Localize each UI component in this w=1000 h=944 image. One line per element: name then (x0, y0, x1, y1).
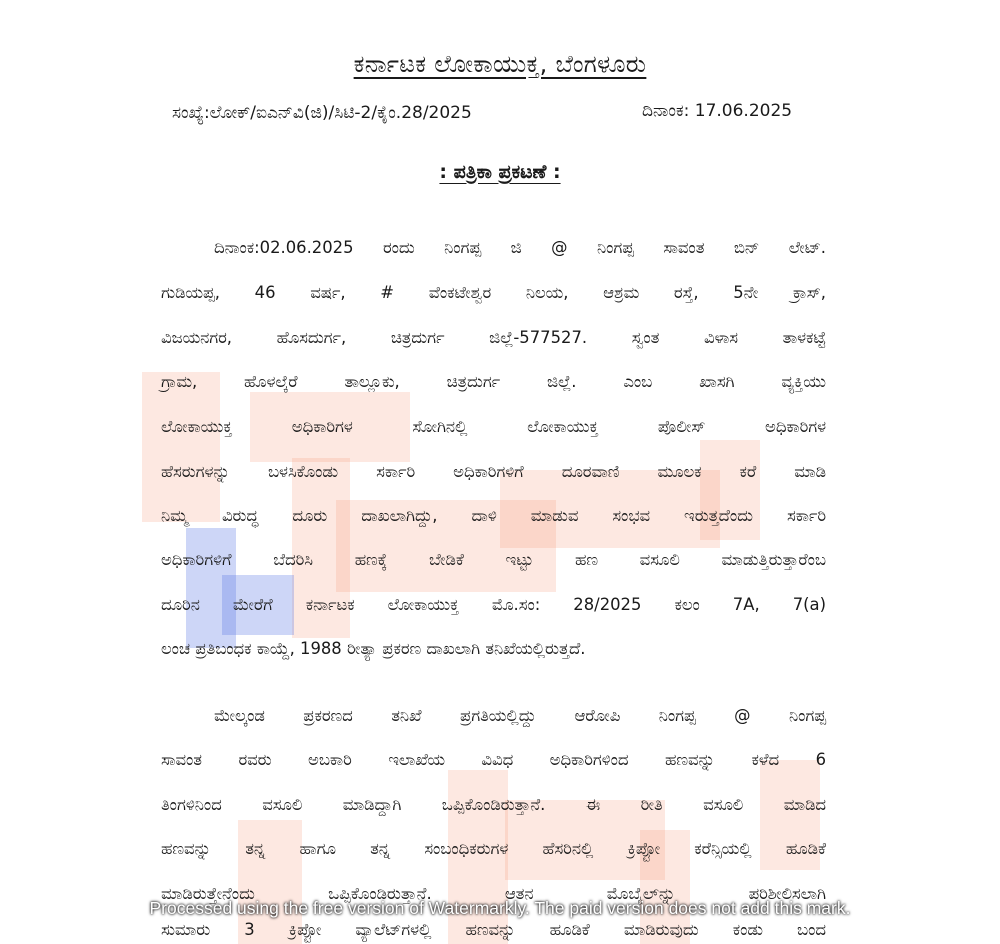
paragraph-line: ಸಾವಂತ ರವರು ಅಬಕಾರಿ ಇಲಾಖೆಯ ವಿವಿಧ ಅಧಿಕಾರಿಗಳಿಂದ ಹಣವನ್ನು ಕಳೆದ 6 (161, 750, 826, 769)
paragraph-line: ಗುಡಿಯಪ್ಪ, 46 ವರ್ಷ, # ವೆಂಕಟೇಶ್ವರ ನಿಲಯ, ಆಶ್ರಮ ರಸ್ತೆ, 5ನೇ ಕ್ರಾಸ್, (161, 283, 826, 302)
press-release-heading: : ಪತ್ರಿಕಾ ಪ್ರಕಟಣೆ : (439, 161, 561, 183)
document-title: ಕರ್ನಾಟಕ ಲೋಕಾಯುಕ್ತ, ಬೆಂಗಳೂರು (353, 50, 647, 78)
paragraph-line: ನಿಮ್ಮ ವಿರುದ್ಧ ದೂರು ದಾಖಲಾಗಿದ್ದು, ದಾಳಿ ಮಾಡುವ ಸಂಭವ ಇರುತ್ತದೆಂದು ಸರ್ಕಾರಿ (161, 506, 826, 525)
paragraph-line: ಗ್ರಾಮ, ಹೊಳಲ್ಕೆರೆ ತಾಲ್ಲೂಕು, ಚಿತ್ರದುರ್ಗ ಜಿಲ್ಲೆ. ಎಂಬ ಖಾಸಗಿ ವ್ಯಕ್ತಿಯು (161, 372, 826, 391)
paragraph-line: ಲೋಕಾಯುಕ್ತ ಅಧಿಕಾರಿಗಳ ಸೋಗಿನಲ್ಲಿ ಲೋಕಾಯುಕ್ತ ಪೊಲೀಸ್ ಅಧಿಕಾರಿಗಳ (161, 417, 826, 436)
paragraph-line: ಮಾಡಿರುತ್ತೇನೆಂದು ಒಪ್ಪಿಕೊಂಡಿರುತ್ತಾನೆ. ಆತನ ಮೊಬೈಲ್‌ನ್ನು ಪರಿಶೀಲಿಸಲಾಗಿ (161, 884, 826, 903)
paragraph-line: ಹೆಸರುಗಳನ್ನು ಬಳಸಿಕೊಂಡು ಸರ್ಕಾರಿ ಅಧಿಕಾರಿಗಳಿಗೆ ದೂರವಾಣಿ ಮೂಲಕ ಕರೆ ಮಾಡಿ (161, 462, 826, 481)
paragraph-line: ದಿನಾಂಕ:02.06.2025 ರಂದು ನಿಂಗಪ್ಪ ಜಿ @ ನಿಂಗಪ್ಪ ಸಾವಂತ ಬಿನ್ ಲೇಟ್. (214, 238, 826, 257)
paragraph-line: ಸುಮಾರು 3 ಕ್ರಿಪ್ಟೋ ವ್ಯಾಲೆಟ್‌ಗಳಲ್ಲಿ ಹಣವನ್ನು ಹೂಡಿಕೆ ಮಾಡಿರುವುದು ಕಂಡು ಬಂದ (161, 920, 826, 939)
paragraph-line: ವಿಜಯನಗರ, ಹೊಸದುರ್ಗ, ಚಿತ್ರದುರ್ಗ ಜಿಲ್ಲೆ-577527. ಸ್ವಂತ ವಿಳಾಸ ತಾಳಕಟ್ಟೆ (161, 328, 826, 347)
document-date: ದಿನಾಂಕ: 17.06.2025 (642, 101, 793, 121)
paragraph-line: ದೂರಿನ ಮೇರೆಗೆ ಕರ್ನಾಟಕ ಲೋಕಾಯುಕ್ತ ಮೊ.ಸಂ: 28/2025 ಕಲಂ 7A, 7(a) (161, 595, 826, 614)
watermark-banner: Processed using the free version of Watermarkly. The paid version does not add this mark. (149, 898, 851, 918)
reference-number: ಸಂಖ್ಯೆ:ಲೋಕ್/ಐಎನ್‌ವಿ(ಜಿ)/ಸಿಟಿ-2/ಕೈಂ.28/2025 (172, 103, 472, 123)
paragraph-line: ಹಣವನ್ನು ತನ್ನ ಹಾಗೂ ತನ್ನ ಸಂಬಂಧಿಕರುಗಳ ಹೆಸರಿನಲ್ಲಿ ಕ್ರಿಪ್ಟೋ ಕರೆನ್ಸಿಯಲ್ಲಿ ಹೂಡಿಕೆ (161, 839, 826, 858)
paragraph-line: ಅಧಿಕಾರಿಗಳಿಗೆ ಬೆದರಿಸಿ ಹಣಕ್ಕೆ ಬೇಡಿಕೆ ಇಟ್ಟು ಹಣ ವಸೂಲಿ ಮಾಡುತ್ತಿರುತ್ತಾರೆಂಬ (161, 550, 826, 569)
paragraph-line: ಲಂಚ ಪ್ರತಿಬಂಧಕ ಕಾಯ್ದೆ, 1988 ರೀತ್ಯಾ ಪ್ರಕರಣ ದಾಖಲಾಗಿ ತನಿಖೆಯಲ್ಲಿರುತ್ತದೆ. (161, 639, 586, 658)
paragraph-line: ತಿಂಗಳಿನಿಂದ ವಸೂಲಿ ಮಾಡಿದ್ದಾಗಿ ಒಪ್ಪಿಕೊಂಡಿರುತ್ತಾನೆ. ಈ ರೀತಿ ವಸೂಲಿ ಮಾಡಿದ (161, 795, 826, 814)
paragraph-line: ಮೇಲ್ಕಂಡ ಪ್ರಕರಣದ ತನಿಖೆ ಪ್ರಗತಿಯಲ್ಲಿದ್ದು ಆರೋಪಿ ನಿಂಗಪ್ಪ @ ನಿಂಗಪ್ಪ (214, 706, 826, 725)
